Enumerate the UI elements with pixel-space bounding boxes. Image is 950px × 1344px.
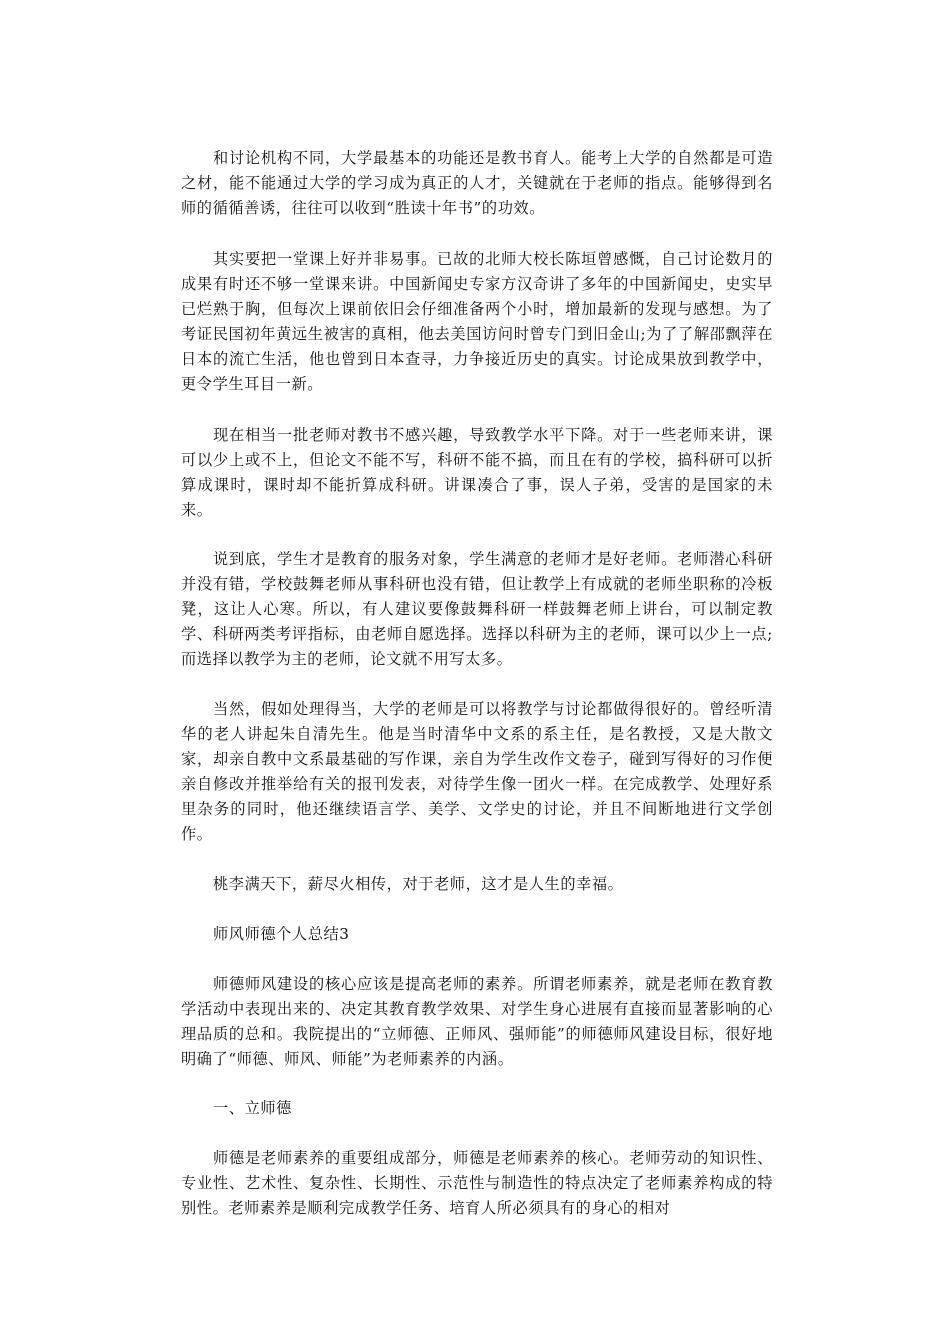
paragraph-students-first: 说到底，学生才是教育的服务对象，学生满意的老师才是好老师。老师潜心科研并没有错，学校鼓舞老师从事科研也没有错，但让教学上有成就的老师坐职称的冷板凳，这让人心寒。所以，有人建议要像鼓舞科研一样鼓舞老师上讲台，可以制定教学、科研两类考评指标，由老师自愿选择。选择以科研为主的老师，课可以少上一点;而选择以教学为主的老师，论文就不用写太多。 (181, 550, 773, 668)
paragraph-good-lesson: 其实要把一堂课上好并非易事。已故的北师大校长陈垣曾感慨，自己讨论数月的成果有时还不够一堂课来讲。中国新闻史专家方汉奇讲了多年的中国新闻史，史实早已烂熟于胸，但每次上课前依旧会仔细准备两个小时，增加最新的发现与感想。为了考证民国初年黄远生被害的真相，他去美国访问时曾专门到旧金山;为了了解邵飘萍在日本的流亡生活，他也曾到日本查寻，力争接近历史的真实。讨论成果放到教学中，更令学生耳目一新。 (181, 250, 773, 393)
section-title: 师风师德个人总结3 (213, 925, 350, 943)
paragraph-ethics-core: 师德是老师素养的重要组成部分，师德是老师素养的核心。老师劳动的知识性、专业性、艺术性、复杂性、长期性、示范性与制造性的特点决定了老师素养构成的特别性。老师素养是顺利完成教学任务、培育人所必须具有的身心的相对 (181, 1149, 773, 1217)
paragraph-zhu-ziqing: 当然，假如处理得当，大学的老师是可以将教学与讨论都做得很好的。曾经听清华的老人讲起朱自清先生。他是当时清华中文系的系主任，是名教授，又是大散文家，却亲自教中文系最基础的写作课，亲自为学生改作文卷子，碰到写得好的习作便亲自修改并推举给有关的报刊发表，对待学生像一团火一样。在完成教学、处理好系里杂务的同时，他还继续语言学、美学、文学史的讨论，并且不间断地进行文学创作。 (181, 700, 773, 843)
paragraph-happiness: 桃李满天下，薪尽火相传，对于老师，这才是人生的幸福。 (213, 875, 624, 893)
subheading-ethics: 一、立师德 (213, 1099, 292, 1117)
paragraph-section-intro: 师德师风建设的核心应该是提高老师的素养。所谓老师素养，就是老师在教育教学活动中表现出来的、决定其教育教学效果、对学生身心进展有直接而显著影响的心理品质的总和。我院提出的“立师德、正师风、强师能”的师德师风建设目标，很好地明确了“师德、师风、师能”为老师素养的内涵。 (181, 975, 773, 1068)
paragraph-teaching-decline: 现在相当一批老师对教书不感兴趣，导致教学水平下降。对于一些老师来讲，课可以少上或不上，但论文不能不写，科研不能不搞，而且在有的学校，搞科研可以折算成课时，课时却不能折算成科研。讲课凑合了事，误人子弟，受害的是国家的未来。 (181, 426, 773, 519)
paragraph-teaching-function: 和讨论机构不同，大学最基本的功能还是教书育人。能考上大学的自然都是可造之材，能不能通过大学的学习成为真正的人才，关键就在于老师的指点。能够得到名师的循循善诱，往往可以收到“胜读十年书”的功效。 (181, 149, 773, 217)
